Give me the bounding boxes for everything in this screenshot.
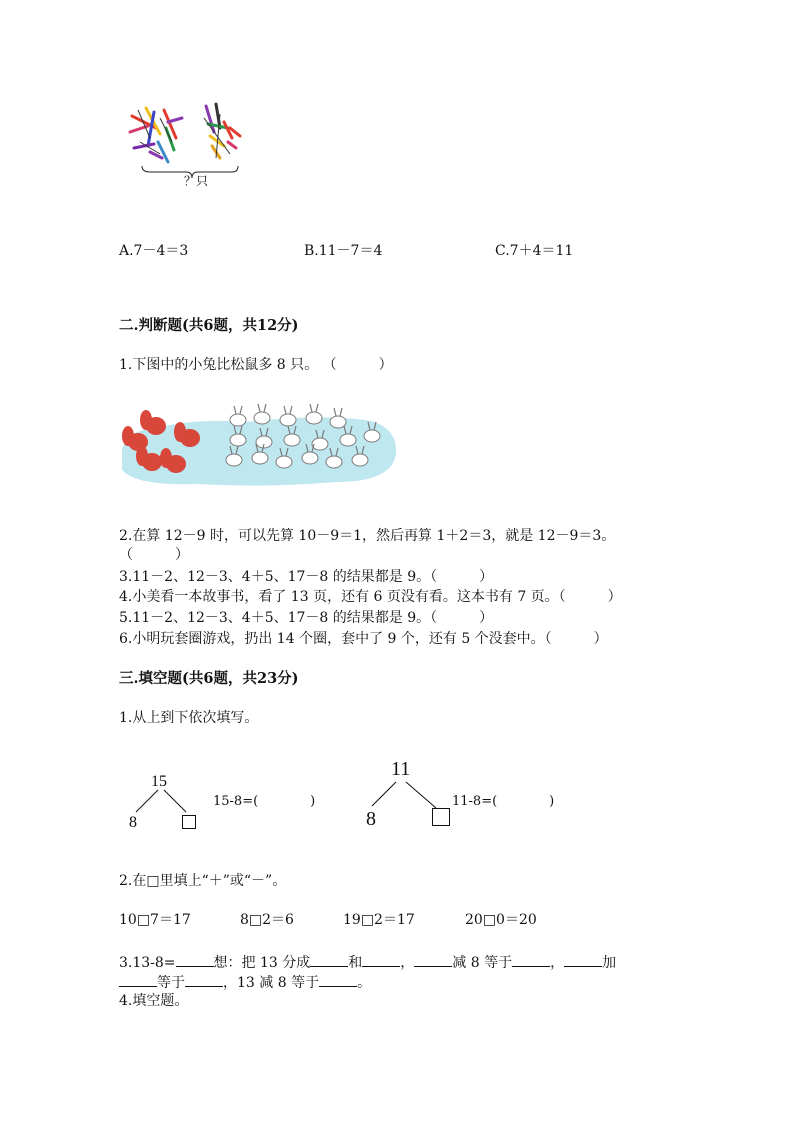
- fill-q1: 1.从上到下依次填写。: [119, 710, 259, 726]
- tree2-top: 11: [391, 758, 411, 780]
- blank[interactable]: [185, 972, 223, 987]
- tree1-top: 15: [151, 773, 167, 790]
- blank[interactable]: [564, 952, 602, 967]
- option-b: B.11－7＝4: [304, 243, 383, 259]
- fill-q3-line1: [119, 952, 616, 972]
- brace-label: ？只: [184, 174, 209, 188]
- fill-q3-p6: ，: [550, 955, 565, 971]
- fill-q3-p8: 等于: [157, 975, 185, 991]
- tree1-answer-box[interactable]: [182, 815, 196, 829]
- fill-q3-p10: 。: [357, 975, 372, 991]
- fill-q2-item-4: 20□0＝20: [465, 912, 537, 928]
- tree1-left: 8: [129, 814, 137, 831]
- fill-q3-p9: ，13 减 8 等于: [223, 975, 320, 991]
- blank[interactable]: [512, 952, 550, 967]
- blank[interactable]: [176, 952, 214, 967]
- fill-q2-item-2: 8□2＝6: [240, 912, 294, 928]
- blank[interactable]: [310, 952, 348, 967]
- blank[interactable]: [414, 952, 452, 967]
- judge-q2-line2: （ ）: [119, 547, 189, 563]
- option-a: A.7－4＝3: [119, 243, 189, 259]
- fill-q2-item-3: 19□2＝17: [343, 912, 415, 928]
- fill-q3-p1: 3.13-8=: [119, 955, 176, 971]
- judge-q3: 3.11－2、12－3、4＋5、17－8 的结果都是 9。（ ）: [119, 569, 494, 585]
- judge-q2-line1: 2.在算 12－9 时，可以先算 10－9＝1，然后再算 1＋2＝3，就是 12－9＝3。: [119, 528, 616, 544]
- tree2-equation: 11-8=( ): [452, 794, 555, 809]
- fill-q3-p4: ，: [400, 955, 415, 971]
- judge-q6: 6.小明玩套圈游戏，扔出 14 个圈，套中了 9 个，还有 5 个没套中。（ ）: [119, 631, 608, 647]
- option-c: C.7＋4＝11: [495, 243, 574, 259]
- fill-q3-p2: 想：把 13 分成: [213, 955, 311, 971]
- blank[interactable]: [119, 972, 157, 987]
- fill-q3-p3: 和: [348, 955, 363, 971]
- fill-q2-item-1: 10□7＝17: [119, 912, 191, 928]
- tree2-left: 8: [366, 808, 376, 830]
- fill-q4: 4.填空题。: [119, 993, 189, 1009]
- fill-q3-p5: 减 8 等于: [452, 955, 513, 971]
- blank[interactable]: [362, 952, 400, 967]
- section3-heading: 三.填空题(共6题，共23分): [119, 670, 299, 687]
- fill-q3-line2: [119, 972, 371, 992]
- fill-q3-p7: 加: [602, 955, 617, 971]
- section2-heading: 二.判断题(共6题，共12分): [119, 317, 299, 334]
- judge-q1: 1.下图中的小兔比松鼠多 8 只。 （ ）: [119, 357, 393, 373]
- squirrel-rabbit-illustration: [116, 400, 400, 490]
- animals-figure: [116, 400, 400, 490]
- tree2-answer-box[interactable]: [432, 808, 450, 826]
- blank[interactable]: [319, 972, 357, 987]
- fill-q2: 2.在□里填上“＋”或“－”。: [119, 873, 287, 889]
- tree1-equation: 15-8=( ): [213, 794, 316, 809]
- judge-q4: 4.小美看一本故事书，看了 13 页，还有 6 页没有看。这本书有 7 页。（ ）: [119, 589, 622, 605]
- judge-q5: 5.11－2、12－3、4＋5、17－8 的结果都是 9。（ ）: [119, 610, 494, 626]
